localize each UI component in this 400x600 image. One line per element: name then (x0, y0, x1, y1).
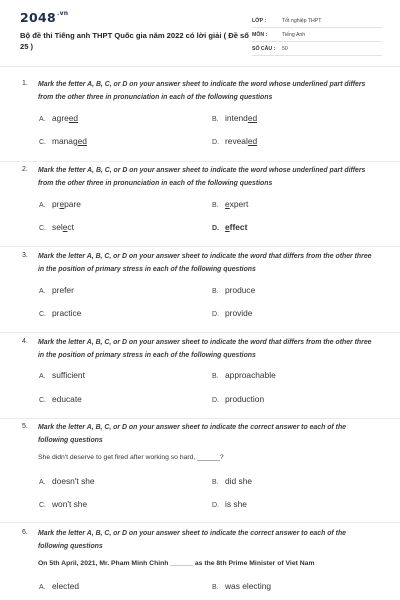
option-text: provide (225, 308, 253, 318)
option-letter: A. (39, 479, 46, 486)
question-instruction: Mark the letter A, B, C, or D on your answer sheet to indicate the word that differs from the other three in the position of primary stress in each of the following questions (38, 339, 372, 359)
option-text: agre (52, 113, 69, 123)
question-stem: She didn't deserve to get fired after working so hard, ______? (38, 454, 224, 461)
question-number: 6. (22, 529, 28, 536)
question-number: 3. (22, 252, 28, 259)
option-d[interactable] (212, 136, 257, 146)
option-text: approachable (225, 370, 276, 380)
meta-row-grade (252, 14, 382, 28)
option-text: sel (52, 222, 63, 232)
underlined-part: e (225, 199, 230, 209)
option-d[interactable] (212, 308, 252, 318)
option-a[interactable] (39, 476, 95, 486)
option-a[interactable] (39, 370, 85, 380)
option-text: did she (225, 476, 253, 486)
option-text: practice (52, 308, 82, 318)
option-a[interactable] (39, 199, 81, 209)
question-separator (0, 332, 400, 333)
question-number: 5. (22, 423, 28, 430)
option-text: sufficient (52, 370, 85, 380)
question-separator (0, 246, 400, 247)
option-text: production (225, 394, 265, 404)
meta-value: 50 (282, 45, 288, 52)
meta-row-subject (252, 28, 382, 42)
option-text: reveal (225, 136, 248, 146)
option-letter: D. (212, 225, 219, 232)
question-number: 2. (22, 166, 28, 173)
option-text: educate (52, 394, 82, 404)
option-text: won't she (52, 499, 88, 509)
option-letter: A. (39, 584, 46, 591)
option-text: ct (67, 222, 74, 232)
site-logo[interactable] (20, 10, 68, 25)
option-c[interactable] (39, 499, 87, 509)
option-a[interactable] (39, 113, 78, 123)
option-c[interactable] (39, 394, 82, 404)
option-letter: B. (212, 479, 219, 486)
question-instruction: Mark the letter A, B, C, or D on your answer sheet to indicate the word that differs from the other three in the position of primary stress in each of the following questions (38, 253, 372, 273)
option-b[interactable] (212, 285, 255, 295)
option-letter: D. (212, 502, 219, 509)
logo-text: 2048 (20, 10, 56, 25)
question-instruction: Mark the letter A, B, C, or D on your answer sheet to indicate the correct answer to each of the following questions (38, 530, 346, 550)
meta-key: LỚP : (252, 17, 267, 24)
option-letter: C. (39, 502, 46, 509)
meta-table (252, 14, 382, 56)
option-d[interactable] (212, 394, 264, 404)
meta-value: Tốt nghiệp THPT (282, 17, 322, 24)
option-c[interactable] (39, 222, 74, 232)
option-letter: B. (212, 373, 219, 380)
option-b[interactable] (212, 199, 248, 209)
option-text: was electing (225, 581, 272, 591)
option-b[interactable] (212, 370, 276, 380)
header-divider (0, 66, 400, 67)
option-letter: B. (212, 202, 219, 209)
question-number: 1. (22, 80, 28, 87)
option-letter: A. (39, 202, 46, 209)
underlined-part: ed (247, 113, 258, 123)
document-header (20, 10, 382, 58)
underlined-part: ed (77, 136, 87, 146)
logo-suffix: .vn (57, 10, 69, 17)
option-letter: D. (212, 311, 219, 318)
option-letter: C. (39, 139, 46, 146)
option-letter: D. (212, 397, 219, 404)
question-instruction: Mark the letter A, B, C, or D on your answer sheet to indicate the correct answer to each of the following questions (38, 424, 346, 444)
option-letter: C. (39, 311, 46, 318)
option-letter: B. (212, 116, 219, 123)
option-text: intend (225, 113, 248, 123)
question-instruction: Mark the fetter A, B, C, or D on your answer sheet to indicate the word whose underlined part differs from the other three in pronunciation in each of the following questions (38, 167, 366, 187)
question-number: 4. (22, 338, 28, 345)
question-stem: On 5th April, 2021, Mr. Pham Minh Chinh ______ as the 8th Prime Minister of Viet Nam (38, 560, 315, 567)
option-letter: C. (39, 397, 46, 404)
page-title: Bộ đề thi Tiếng anh THPT Quốc gia năm 2022 có lời giải ( Đề số 25 ) (20, 31, 249, 51)
option-c[interactable] (39, 308, 81, 318)
option-text: pr (52, 199, 60, 209)
question-instruction: Mark the fetter A, B, C, or D on your answer sheet to indicate the word whose underlined part differs from the other three in pronunciation in each of the following questions (38, 81, 366, 101)
question-separator (0, 522, 400, 523)
option-b[interactable] (212, 476, 252, 486)
option-letter: A. (39, 288, 46, 295)
option-text: elected (52, 581, 80, 591)
option-text: ffect (229, 222, 248, 232)
question-separator (0, 418, 400, 419)
option-text: doesn't she (52, 476, 95, 486)
underlined-part: e (59, 199, 65, 209)
option-c[interactable] (39, 136, 87, 146)
underlined-part: e (62, 222, 68, 232)
option-text: prefer (52, 285, 74, 295)
option-letter: B. (212, 288, 219, 295)
meta-key: MÔN : (252, 31, 268, 38)
question-separator (0, 161, 400, 162)
option-text: is she (225, 499, 247, 509)
option-text: manag (52, 136, 78, 146)
meta-key: SỐ CÂU : (252, 45, 276, 52)
option-a[interactable] (39, 581, 79, 591)
underlined-part: e (225, 222, 230, 232)
meta-row-count (252, 42, 382, 56)
underlined-part: ed (68, 113, 79, 123)
option-b[interactable] (212, 581, 271, 591)
option-d[interactable] (212, 499, 247, 509)
option-text: pare (64, 199, 81, 209)
option-text: produce (225, 285, 256, 295)
option-letter: A. (39, 116, 46, 123)
option-letter: A. (39, 373, 46, 380)
option-letter: C. (39, 225, 46, 232)
option-text: xpert (229, 199, 249, 209)
meta-value: Tiếng Anh (282, 31, 306, 38)
option-d[interactable] (212, 222, 247, 232)
underlined-part: ed (247, 136, 258, 146)
option-letter: B. (212, 584, 219, 591)
option-b[interactable] (212, 113, 257, 123)
option-a[interactable] (39, 285, 74, 295)
option-letter: D. (212, 139, 219, 146)
